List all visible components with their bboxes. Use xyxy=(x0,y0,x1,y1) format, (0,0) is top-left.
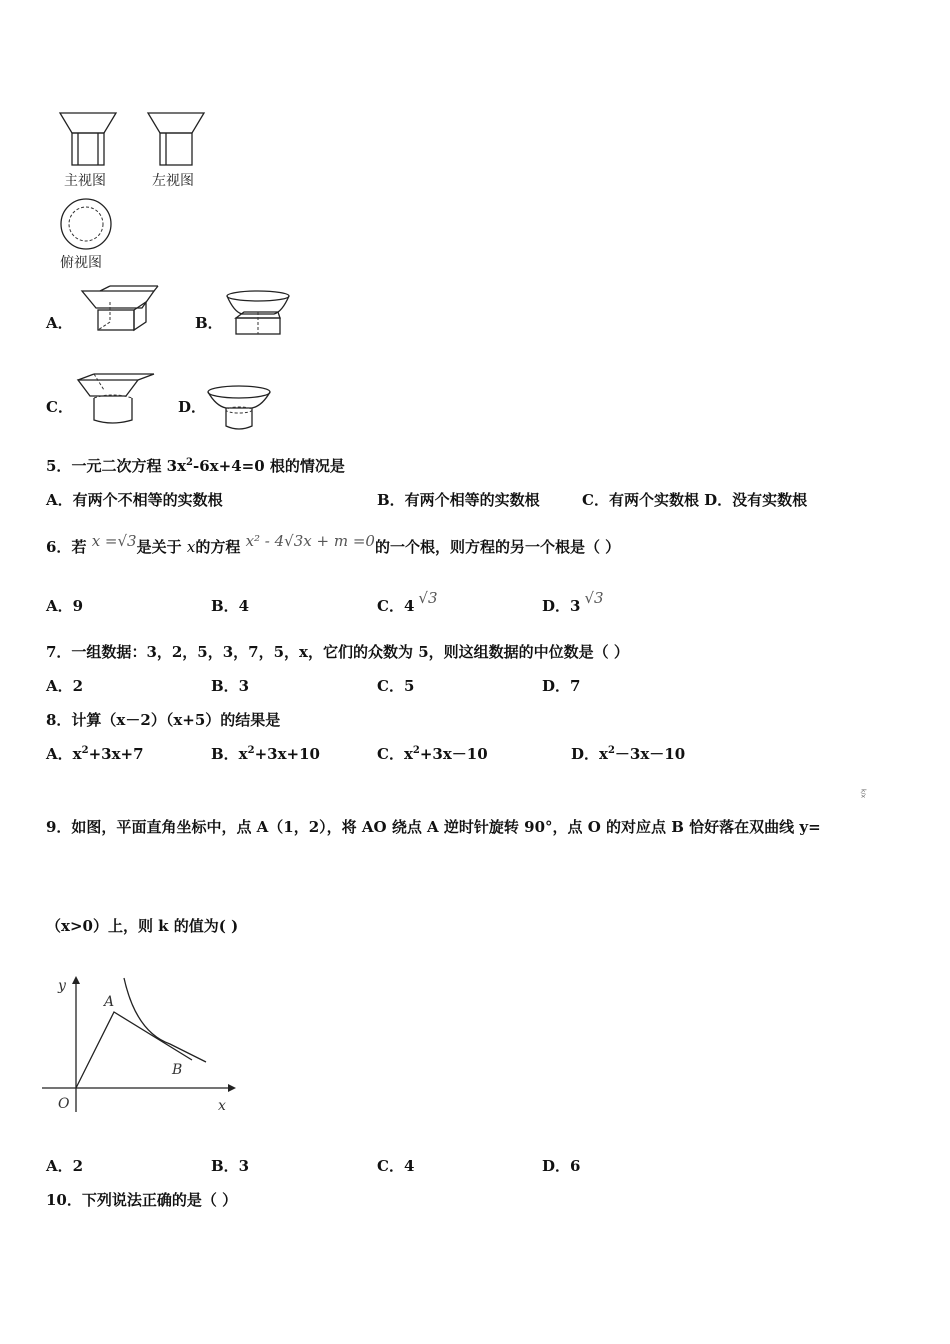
q8-d-pre: D．x xyxy=(571,745,608,763)
q8-c-sup: 2 xyxy=(412,745,420,756)
q8-d-sup: 2 xyxy=(607,745,615,756)
q7-option-a: A．2 xyxy=(46,677,84,695)
q9-option-d: D．6 xyxy=(542,1157,581,1175)
q8-a-post: +3x+7 xyxy=(88,745,144,763)
q5-sup: 2 xyxy=(186,457,194,468)
q9-x-label: x xyxy=(218,1098,226,1114)
q8-a-sup: 2 xyxy=(81,745,89,756)
q4-b-solid xyxy=(226,290,296,340)
q8-b-sup: 2 xyxy=(247,745,255,756)
front-view-drawing xyxy=(58,110,118,168)
q5-number: 5． xyxy=(46,457,72,475)
q9-graph xyxy=(40,972,240,1122)
q6-math-root: x =√3 xyxy=(91,532,137,550)
q9-point-a-label: A xyxy=(104,994,115,1010)
q5-stem xyxy=(46,455,345,476)
q9-fraction-k-over-x xyxy=(858,783,868,798)
q6-option-a: A．9 xyxy=(46,597,84,615)
q8-a-pre: A．x xyxy=(46,745,82,763)
q9-stem: 9．如图，平面直角坐标中，点 A（1，2），将 AO 绕点 A 逆时针旋转 90°，点 O 的对应点 B 恰好落在双曲线 y= xyxy=(46,818,821,836)
q5-option-cd: C．有两个实数根 D．没有实数根 xyxy=(582,491,808,509)
q4-a-solid xyxy=(80,286,160,336)
q6-option-d-label: D．3 xyxy=(542,597,581,615)
q8-b-pre: B．x xyxy=(211,745,248,763)
q6-option-c-root: √3 xyxy=(418,589,438,607)
q9-coordinate-plane xyxy=(40,972,240,1122)
q7-option-d: D．7 xyxy=(542,677,581,695)
q6-option-c-label: C．4 xyxy=(377,597,415,615)
q9-option-b: B．3 xyxy=(211,1157,250,1175)
q6-option-c xyxy=(377,589,438,616)
q6-number: 6． xyxy=(46,538,72,556)
q4-option-a-letter: A． xyxy=(46,314,73,332)
front-view-figure xyxy=(58,110,118,168)
q6-option-d-root: √3 xyxy=(584,589,604,607)
q6-stem xyxy=(46,532,621,557)
left-view-drawing xyxy=(146,110,206,168)
top-view-label: 俯视图 xyxy=(60,255,102,271)
q4-d-solid xyxy=(206,384,276,432)
q9-origin-label: O xyxy=(58,1096,70,1112)
left-view-figure xyxy=(146,110,206,168)
left-view-label: 左视图 xyxy=(152,173,194,189)
q9-option-a: A．2 xyxy=(46,1157,84,1175)
q4-option-c-figure xyxy=(76,372,156,432)
q6-text-2: 是关于 xyxy=(136,538,182,556)
q4-option-d-figure xyxy=(206,384,276,436)
q8-b-post: +3x+10 xyxy=(254,745,320,763)
q9-point-b-label: B xyxy=(172,1062,183,1078)
q6-math-equation: x² - 4√3x + m =0 xyxy=(245,532,375,550)
q6-text-3: 的方程 xyxy=(195,538,241,556)
q8-d-post: －3x－10 xyxy=(614,745,686,763)
q8-option-c xyxy=(377,743,488,764)
q6-variable: x xyxy=(186,538,196,556)
q6-option-b: B．4 xyxy=(211,597,250,615)
q7-stem: 7．一组数据：3，2，5，3，7，5，x，它们的众数为 5，则这组数据的中位数是（ ） xyxy=(46,643,629,661)
q4-option-b-figure xyxy=(226,290,296,344)
q9-y-label: y xyxy=(58,978,66,994)
q5-option-b: B．有两个相等的实数根 xyxy=(377,491,540,509)
q7-option-b: B．3 xyxy=(211,677,250,695)
top-view-figure xyxy=(58,196,114,252)
q4-c-solid xyxy=(76,372,156,428)
q9-stem-continued: （x>0）上，则 k 的值为( ) xyxy=(46,917,239,935)
q4-option-b-letter: B． xyxy=(195,314,223,332)
q6-option-d xyxy=(542,589,604,616)
q8-stem: 8．计算（x－2）（x+5）的结果是 xyxy=(46,711,281,729)
front-view-label: 主视图 xyxy=(64,173,106,189)
q6-text-1: 若 xyxy=(71,538,87,556)
q6-text-4: 的一个根，则方程的另一个根是（ ） xyxy=(374,538,621,556)
q9-option-c: C．4 xyxy=(377,1157,415,1175)
q8-option-d xyxy=(571,743,685,764)
top-view-drawing xyxy=(58,196,114,252)
q9-fraction-text: k/x xyxy=(859,788,867,799)
q8-option-a xyxy=(46,743,144,764)
q5-stem-suffix: -6x+4=0 根的情况是 xyxy=(193,457,345,475)
q8-option-b xyxy=(211,743,320,764)
q8-c-post: +3x－10 xyxy=(419,745,488,763)
q10-stem: 10．下列说法正确的是（ ） xyxy=(46,1191,238,1209)
q4-option-a-figure xyxy=(80,286,160,340)
q4-option-c-letter: C． xyxy=(46,398,73,416)
q7-option-c: C．5 xyxy=(377,677,415,695)
q8-c-pre: C．x xyxy=(377,745,413,763)
q4-option-d-letter: D． xyxy=(178,398,207,416)
q5-stem-prefix: 一元二次方程 3x xyxy=(71,457,187,475)
q5-option-a: A．有两个不相等的实数根 xyxy=(46,491,223,509)
